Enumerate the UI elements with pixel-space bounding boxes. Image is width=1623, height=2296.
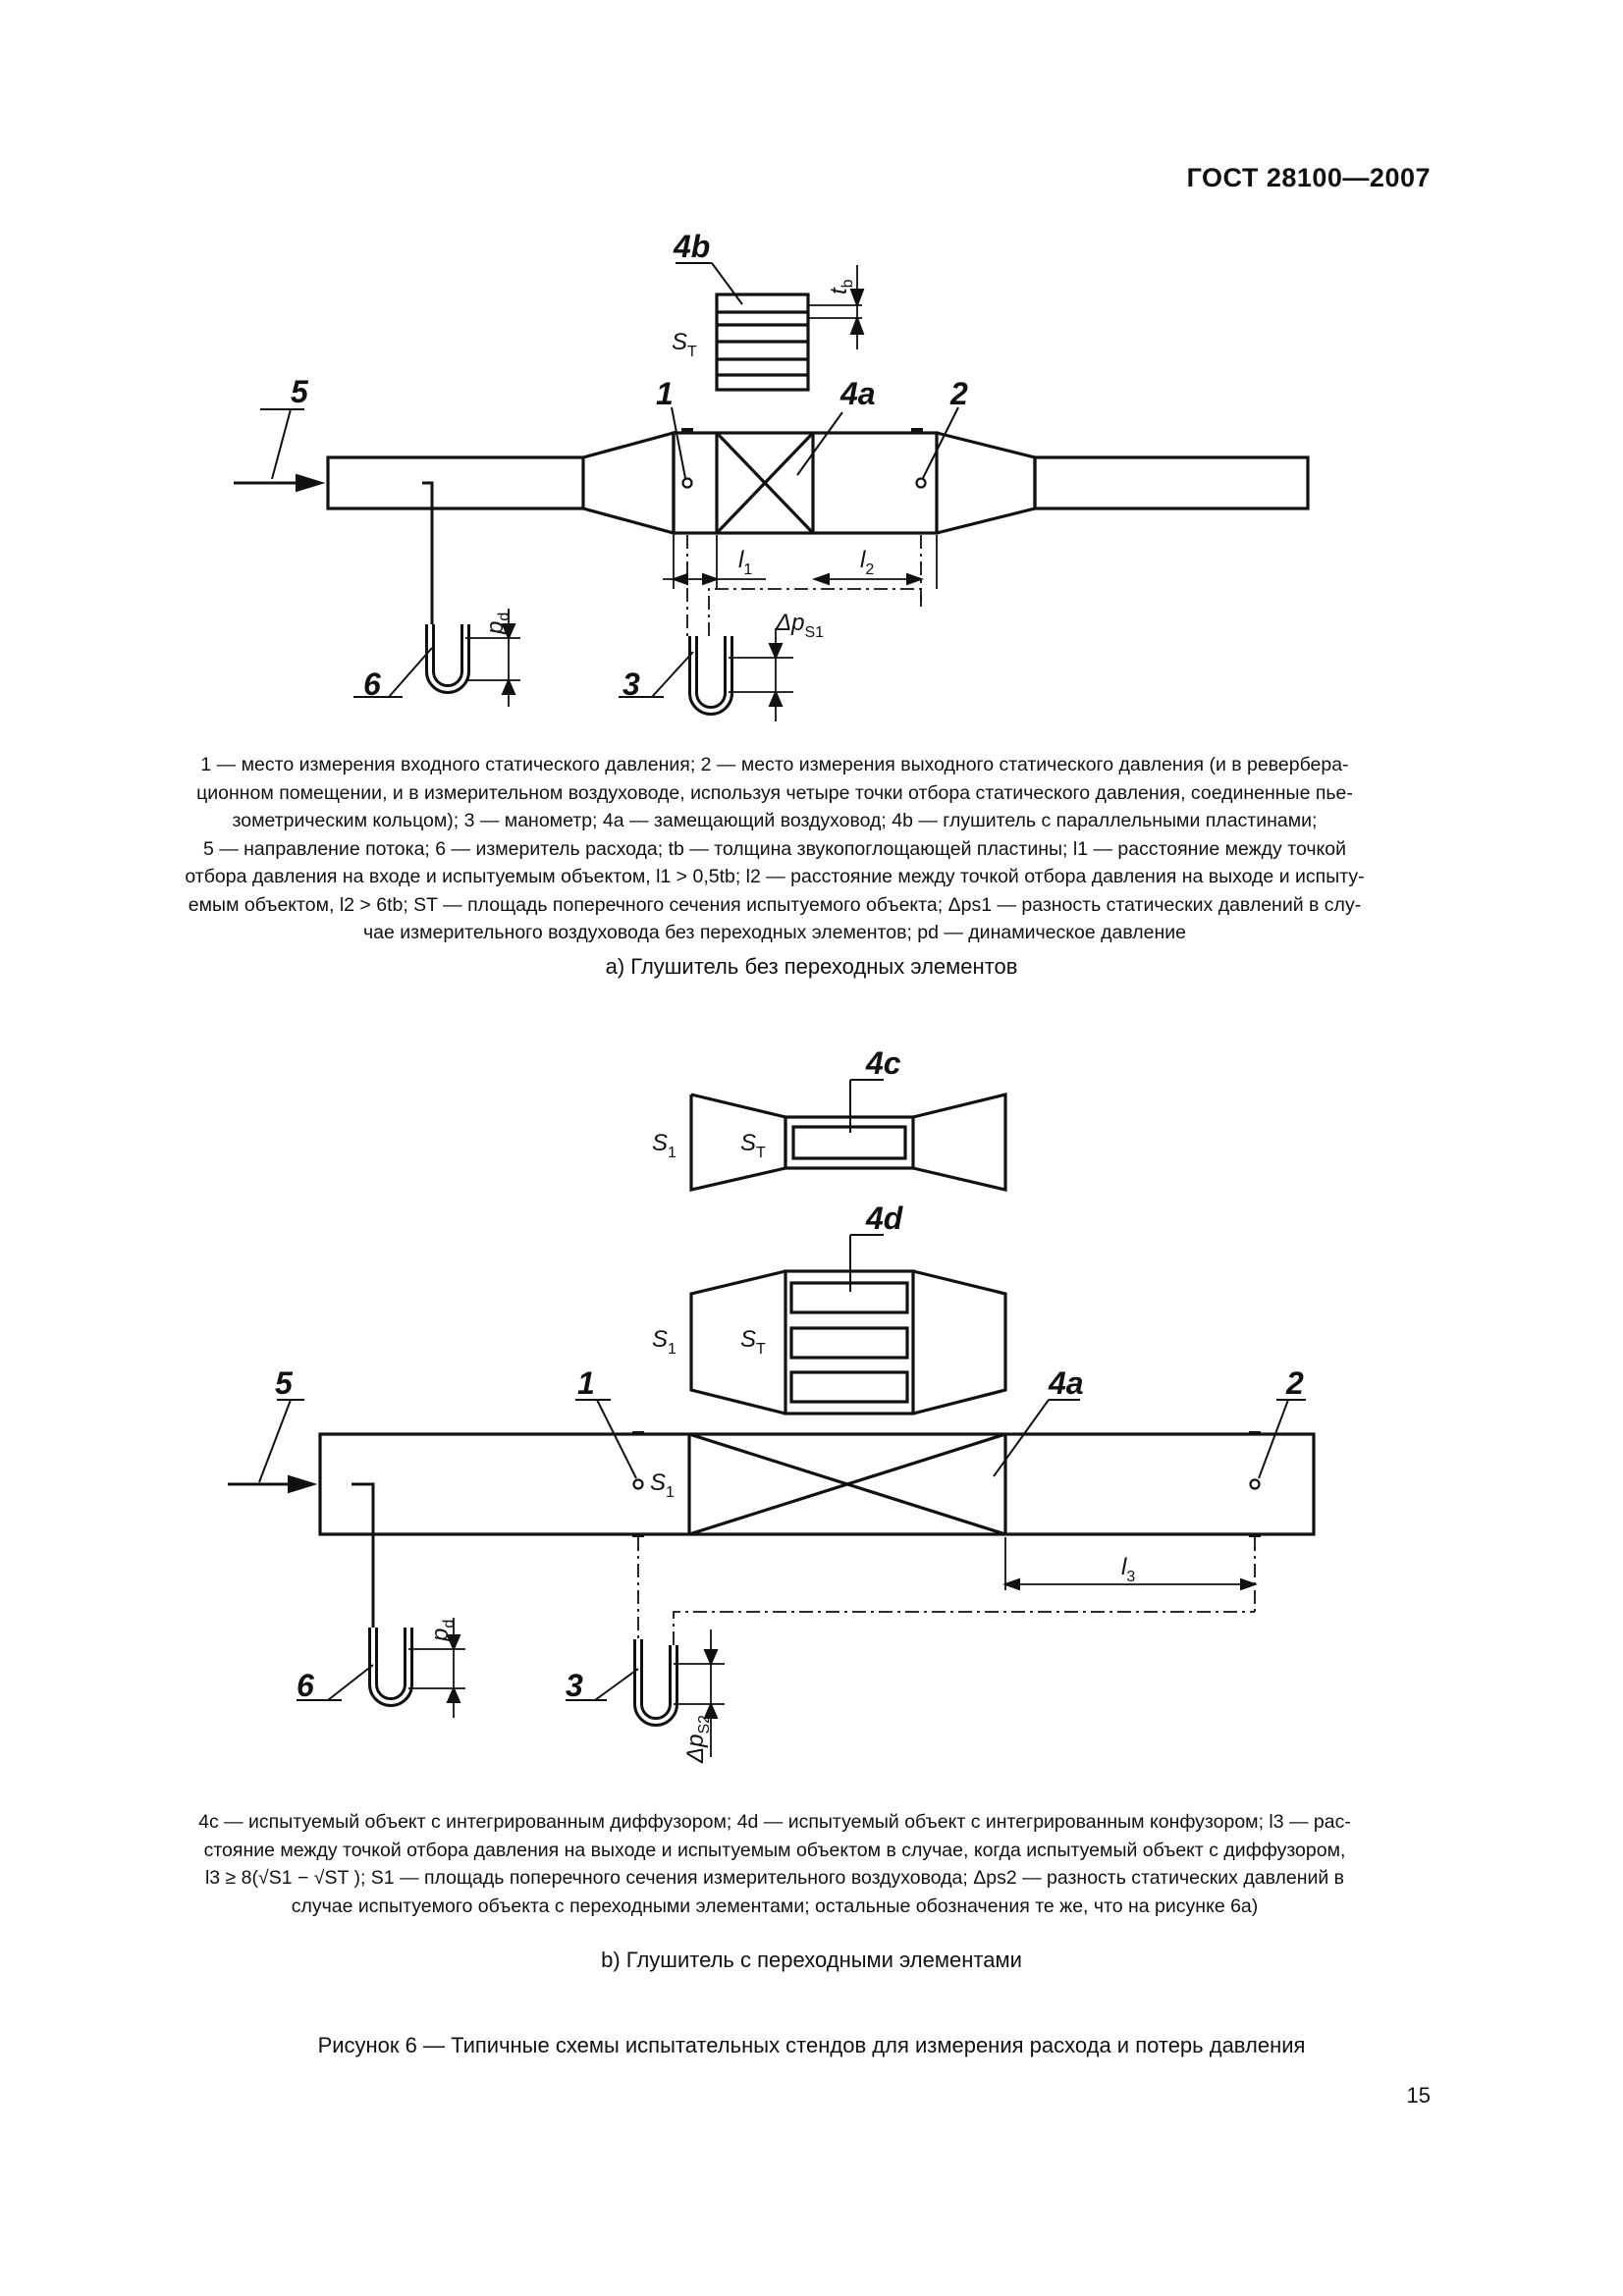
legend-line: отбора давления на входе и испытуемым объектом, l1 > 0,5tb; l2 — расстояние между точкой отбора давления на выходе и испыту- — [185, 866, 1365, 887]
legend-line: емым объектом, l2 > 6tb; ST — площадь поперечного сечения испытуемого объекта; Δps1 — разность статических давлений в слу- — [188, 893, 1362, 916]
st-symbol: S — [740, 1130, 757, 1156]
st-subscript: T — [756, 1145, 766, 1161]
svg-text:pd — [482, 613, 513, 635]
label-4a: 4a — [840, 376, 876, 411]
svg-text:l2 — [860, 547, 874, 578]
label-2: 2 — [1286, 1365, 1304, 1401]
label-6: 6 — [297, 1668, 314, 1703]
legend-line: стояние между точкой отбора давления на выходе и испытуемым объектом в случае, когда испытуемый объект с диффузором, — [203, 1839, 1346, 1861]
st-subscript: T — [687, 344, 697, 360]
st-subscript: T — [756, 1341, 766, 1358]
dim-l2-symbol: l — [860, 547, 866, 573]
legend-line: ционном помещении, и в измерительном воздуховоде, используя четыре точки отбора статического давления, соединенные пье- — [196, 781, 1353, 804]
svg-text:pd — [427, 1620, 458, 1642]
legend-line: чае измерительного воздуховода без переходных элементов; pd — динамическое давление — [363, 922, 1186, 943]
dps2-subscript: S2 — [696, 1714, 713, 1735]
legend-line: 4c — испытуемый объект с интегрированным диффузором; 4d — испытуемый объект с интегрированным конфузором; l3 — рас- — [198, 1811, 1351, 1833]
legend-line: 5 — направление потока; 6 — измеритель расхода; tb — толщина звукопоглощающей пластины; l1 — расстояние между точкой — [202, 837, 1347, 860]
s1-subscript: 1 — [668, 1341, 676, 1358]
label-1: 1 — [656, 376, 674, 411]
svg-text:S1 — [650, 1469, 675, 1501]
st-symbol: S — [672, 329, 688, 355]
figure-b-caption: b) Глушитель с переходными элементами — [601, 1948, 1022, 1972]
figure-a-legend — [118, 751, 1432, 947]
s1-subscript: 1 — [666, 1484, 675, 1501]
pd-subscript: d — [496, 612, 513, 621]
s1-subscript: 1 — [668, 1145, 676, 1161]
figure-b-legend — [118, 1808, 1432, 1920]
label-6: 6 — [363, 667, 381, 702]
legend-line: 1 — место измерения входного статического давления; 2 — место измерения выходного статического давления (и в ревербера- — [200, 754, 1349, 775]
tb-subscript: b — [839, 279, 856, 289]
figure-b-diagram — [0, 1001, 1623, 1806]
s1-symbol: S — [652, 1326, 669, 1353]
svg-text:ΔpS2 — [682, 1715, 713, 1764]
svg-text:ΔpS1 — [775, 610, 824, 641]
dps2-symbol: Δp — [682, 1734, 709, 1763]
document-header: ГОСТ 28100—2007 — [1186, 163, 1431, 192]
pd-symbol: p — [427, 1628, 454, 1641]
dps1-symbol: Δp — [776, 610, 805, 636]
s1-symbol: S — [650, 1469, 667, 1496]
pd-subscript: d — [441, 1619, 458, 1629]
figure-a-caption: а) Глушитель без переходных элементов — [605, 954, 1018, 979]
dim-l3-subscript: 3 — [1126, 1569, 1136, 1585]
legend-line: l3 ≥ 8(√S1 − √ST ); S1 — площадь поперечного сечения измерительного воздуховода; Δps2 — разность статических давлений в — [204, 1867, 1345, 1889]
svg-text:S1 — [652, 1130, 676, 1161]
dim-l1-subscript: 1 — [743, 561, 753, 578]
pd-symbol: p — [482, 620, 509, 634]
legend-line: зометрическим кольцом); 3 — манометр; 4a — замещающий воздуховод; 4b — глушитель с параллельными пластинами; — [232, 810, 1318, 831]
dim-l3-symbol: l — [1121, 1554, 1127, 1580]
svg-text:tb — [826, 279, 856, 294]
legend-line: случае испытуемого объекта с переходными элементами; остальные обозначения те же, что на рисунке 6а) — [291, 1895, 1259, 1917]
label-5: 5 — [291, 374, 308, 409]
label-4b: 4b — [674, 229, 711, 264]
label-4d: 4d — [866, 1201, 903, 1236]
dim-l1-symbol: l — [738, 547, 744, 573]
s1-symbol: S — [652, 1130, 669, 1156]
label-1: 1 — [577, 1365, 595, 1401]
svg-text:ST — [672, 329, 697, 360]
figure-a-diagram — [0, 0, 1623, 746]
label-5: 5 — [275, 1365, 293, 1401]
label-4a: 4a — [1049, 1365, 1084, 1401]
svg-text:S1 — [652, 1326, 676, 1358]
svg-text:ST — [740, 1130, 766, 1161]
label-3: 3 — [622, 667, 640, 702]
dps1-subscript: S1 — [804, 624, 825, 641]
label-3: 3 — [566, 1668, 583, 1703]
page-number: 15 — [1406, 2083, 1431, 2108]
svg-text:ST — [740, 1326, 766, 1358]
label-4c: 4c — [866, 1045, 901, 1081]
tb-symbol: t — [826, 288, 852, 294]
svg-text:l1 — [738, 547, 752, 578]
label-2: 2 — [950, 376, 968, 411]
figure-title: Рисунок 6 — Типичные схемы испытательных стендов для измерения расхода и потерь давления — [317, 2033, 1306, 2057]
dim-l2-subscript: 2 — [865, 561, 875, 578]
diffuser-4c-left — [691, 1095, 785, 1190]
st-symbol: S — [740, 1326, 757, 1353]
svg-text:l3 — [1121, 1554, 1135, 1585]
